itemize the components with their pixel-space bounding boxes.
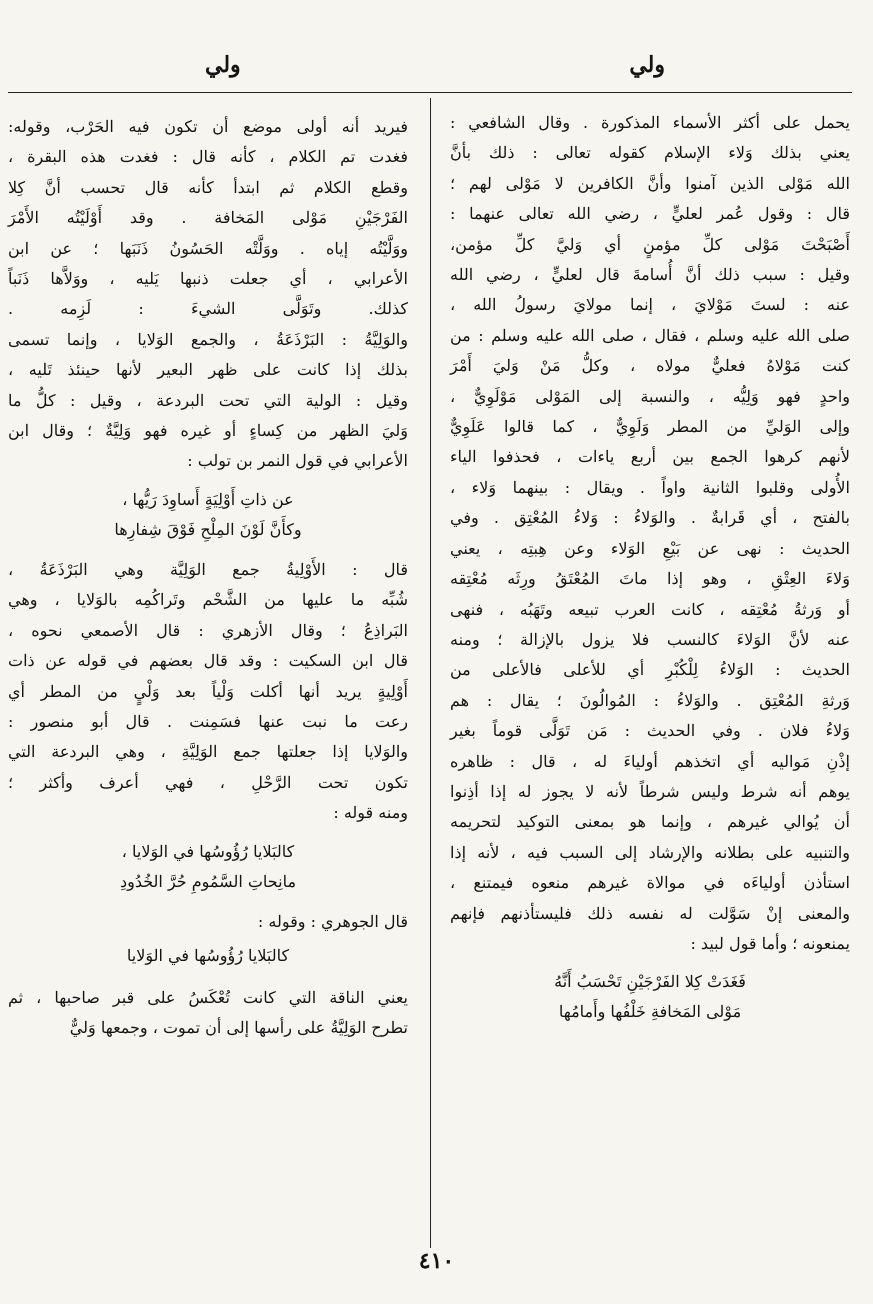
column-divider (430, 98, 431, 1248)
verse-line: وكأَنَّ لَوْنَ المِلْحِ فَوْقَ شِفارِها (114, 519, 302, 539)
text-line: كذلك. وتَوَلَّى الشيءَ : لَزِمه . (8, 299, 408, 319)
text-line: وقطع الكلام ثم ابتدأ كأنه قال تحسب أنَّ كِلا (8, 177, 408, 197)
verse-line: مانِحاتِ السَّمُومِ حُرَّ الخُدُودِ (119, 871, 297, 891)
text-line: الحديث : الوَلاءُ لِلْكُبْرِ أي للأعلى فالأعلى من (450, 660, 850, 680)
text-line: فيريد أنه أولى موضع أن تكون فيه الحَرْب، وقوله: (8, 117, 408, 136)
text-line: واحدٍ فهو وَلِيُّه ، والنسبة إلى المَوْلى مَوْلَوِيٌّ ، (450, 386, 850, 406)
text-line: وقيل : سبب ذلك أنَّ أُسامةَ قال لعليٍّ ، رضي الله (450, 265, 850, 285)
text-line: ووَلَّيْتُه إياه . ووَلَّتْه الحَسُونُ ذَنَبَها ؛ عن ابن (8, 238, 408, 258)
text-line: أن يُوالي غيرهم ، وإنما هو بمعنى التوكيد لتحريمه (450, 812, 850, 832)
text-line: الفَرْجَيْنِ مَوْلى المَخافة . وقد أَوْلَيْتُه الأَمْرَ (8, 208, 408, 228)
text-line: والتنبيه على بطلانه والإرشاد إلى السبب فيه ، لأنه إذا (450, 842, 850, 862)
text-line: كنت مَوْلاهُ فعليٌّ مولاه ، وكلُّ مَنْ وَليَ أَمْرَ (450, 356, 850, 376)
verse-line: عن ذاتِ أَوْلِيَةٍ أَساوِدَ رَيُّها ، (122, 489, 294, 509)
text-line: وإلى الوَليِّ من المطر وَلَوِيٌّ ، كما قالوا عَلَوِيٌّ (450, 417, 850, 437)
text-line: الله مَوْلى الذين آمنوا وأنَّ الكافرين لا مَوْلى لهم ؛ (450, 173, 850, 193)
poem-verse (450, 967, 850, 1027)
text-line: لأنهم كرهوا الجمع بين أربع ياءات ، فحذفوا الياء (450, 447, 850, 467)
text-line: قال : الأَوْلِيةُ جمع الوَلِيَّة وهي البَرْذَعَةُ ، (8, 559, 408, 579)
header-rule (8, 92, 852, 93)
text-line: أو وَرثةُ مُعْتِقه ، كانت العرب تبيعه وتَهَبُه ، فنهى (450, 599, 850, 619)
text-line: وَلاءُ فلان . وفي الحديث : مَن تَوَلَّى قوماً بغير (450, 721, 850, 741)
text-line: البَراذِعُ ؛ وقال الأزهري : قال الأصمعي نحوه ، (8, 620, 408, 640)
text-line: يوهم أنه شرط وليس شرطاً لأنه لا يجوز له إذا أذِنوا (450, 781, 850, 801)
text-line: يعني الناقة التي كانت تُعْكَسُ على قبر صاحبها ، ثم (8, 987, 408, 1007)
poem-verse (8, 837, 408, 897)
text-line: استأذن أولياءَه في موالاة غيرهم منعوه فيمتنع ، (450, 873, 850, 893)
verse-line: فَغَدَتْ كِلا الفَرْجَيْنِ تَحْسَبُ أَنَّهُ (554, 972, 746, 992)
text-line: الأُولى وقلبوا الثانية واواً . ويقال : بينهما وَلاء ، (450, 477, 850, 497)
text-line: عنه لأنَّ الوَلاءَ كالنسب فلا يزول بالإزالة ؛ ومنه (450, 629, 850, 649)
text-line: والوَلِيَّةُ : البَرْذَعَةُ ، والجمع الوَلايا ، وإنما تسمى (8, 329, 408, 349)
text-line: شُبِّه ما عليها من الشَّحْم وتَراكُمِه بالوَلايا ، وهي (8, 590, 408, 610)
text-line: تطرح الوَلِيَّةُ على رأسها إلى أن تموت ، وجمعها وَليٌّ (69, 1018, 408, 1038)
text-line: فغدت تم الكلام ، كأنه قال : فغدت هذه البقرة ، (8, 147, 408, 167)
text-line: صلى الله عليه وسلم ، فقال ، صلى الله عليه وسلم : من (450, 325, 850, 345)
page-header (0, 52, 873, 92)
text-line: تكون تحت الرَّحْلِ ، فهي أعرف وأكثر ؛ (8, 772, 408, 792)
text-line: أَوْلِيةٍ يريد أنها أكلت وَلْياً بعد وَلْيٍ من المطر أي (8, 681, 408, 701)
text-line: عنه : لستَ مَوْلايَ ، إنما مولايَ رسولُ الله ، (450, 295, 850, 315)
poem-verse (8, 485, 408, 545)
text-line: بالفتح ، أي قَرابةٌ . والوَلاءُ : وَلاءُ المُعْتِق . وفي (450, 508, 850, 528)
text-line: أَصْبَحْتَ مَوْلى كلِّ مؤمنٍ أي وَليَّ كلِّ مؤمن، (450, 234, 850, 254)
text-line: الحديث : نهى عن بَيْعِ الوَلاء وعن هِبتِه ، يعني (450, 538, 850, 558)
text-line: إذْنِ مَواليه أي اتخذهم أولياءَ له ، قال : ظاهره (450, 751, 850, 771)
text-line: وَرثةِ المُعْتِق . والوَلاءُ : المُوالُونَ ؛ يقال : هم (450, 690, 850, 710)
text-line: ومنه قوله : (333, 803, 408, 823)
text-line: وَليَ الظهر من كِساءٍ أو غيره فهو وَلِيَّةٌ ؛ وقال ابن (8, 421, 408, 441)
headword-right: ولي (629, 52, 665, 78)
text-line: وَلاءَ العِتْقِ ، وهو إذا ماتَ المُعْتَقُ ورِثَه مُعْتِقه (450, 569, 850, 589)
right-column (450, 108, 850, 1037)
headword-left: ولي (205, 52, 241, 78)
text-line: قال : وقول عُمر لعليٍّ ، رضي الله تعالى عنهما : (450, 204, 850, 224)
verse-line: كالبَلايا رُؤُوسُها في الوَلايا (126, 945, 290, 965)
left-column (8, 112, 408, 1044)
text-line: رعت ما نبت عنها فسَمِنت . قال أبو منصور : (8, 711, 408, 731)
text-line: يمنعونه ؛ وأما قول لبيد : (690, 933, 850, 953)
text-line: وقيل : الولية التي تحت البردعة ، وقيل : كلُّ ما (8, 390, 408, 410)
text-line: بذلك إذا كانت على ظهر البعير لأنها حينئذ تَليه ، (8, 360, 408, 380)
text-line: قال الجوهري : وقوله : (257, 911, 408, 931)
verse-line: كالبَلايا رُؤُوسُها في الوَلايا ، (121, 841, 295, 861)
text-line: يحمل على أكثر الأسماء المذكورة . وقال الشافعي : (450, 113, 850, 132)
page-number: ٤١٠ (418, 1248, 455, 1274)
verse-line: مَوْلى المَخافةِ خَلْفُها وأَمامُها (558, 1002, 742, 1022)
text-line: والمعنى إنْ سَوَّلت له نفسه ذلك فليستأذنهم فإنهم (450, 903, 850, 923)
text-line: الأعرابي ، أي جعلت ذنبها يَليه ، ووَلاَّها ذَنَباً (8, 269, 408, 289)
text-line: والوَلايا إذا جعلتها جمع الوَلِيَّةِ ، وهي البردعة التي (8, 742, 408, 762)
text-line: الأعرابي في قول النمر بن تولب : (187, 451, 408, 471)
poem-verse (8, 941, 408, 971)
text-line: يعني بذلك وَلاء الإسلام كقوله تعالى : ذلك بأنَّ (450, 143, 850, 163)
text-line: قال ابن السكيت : وقد قال بعضهم في قوله عن ذات (8, 651, 408, 671)
